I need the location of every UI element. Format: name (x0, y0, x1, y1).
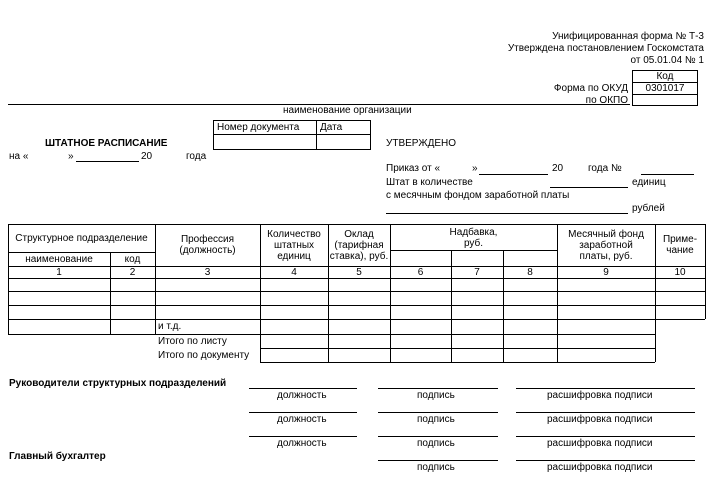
signature-decoding-caption: расшифровка подписи (547, 390, 653, 401)
position-caption: должность (277, 390, 327, 401)
position-caption: должность (277, 414, 327, 425)
signature-caption: подпись (417, 390, 455, 401)
position-line (249, 436, 357, 437)
total-per-sheet-label: Итого по листу (158, 336, 227, 347)
quote-close: » (68, 151, 74, 162)
box-divider (316, 120, 317, 150)
signature-line (378, 436, 498, 437)
quote-close: » (472, 163, 478, 174)
header-monthly-fund: Месячный фонд заработной платы, руб. (568, 228, 644, 262)
form-code-line: Унифицированная форма № Т-3 (552, 31, 704, 42)
na-label: на « (9, 151, 29, 162)
column-number: 3 (204, 267, 211, 278)
header-quantity: Количество штатных единиц (267, 228, 321, 262)
box-divider (213, 134, 371, 135)
okpo-label: по ОКПО (585, 95, 628, 106)
signature-caption: подпись (417, 414, 455, 425)
signature-decoding-line (516, 412, 695, 413)
signature-decoding-caption: расшифровка подписи (547, 462, 653, 473)
header-bonus: Надбавка, руб. (449, 226, 498, 249)
column-number: 1 (56, 267, 62, 278)
column-number: 6 (417, 267, 424, 278)
column-number: 2 (129, 267, 136, 278)
table-col-line (705, 224, 706, 319)
position-line (249, 412, 357, 413)
order-number-line (641, 174, 694, 175)
staff-count-label: Штат в количестве (386, 177, 473, 188)
signature-decoding-caption: расшифровка подписи (547, 414, 653, 425)
order-year-prefix: 20 (552, 163, 564, 174)
okud-label: Форма по ОКУД (553, 83, 628, 94)
column-number: 10 (674, 267, 686, 278)
month-line (76, 161, 139, 162)
order-number-label: года № (588, 163, 622, 174)
signature-decoding-line (516, 388, 695, 389)
staff-count-line (550, 187, 628, 188)
order-date-label: Приказ от « (386, 163, 441, 174)
column-number: 9 (603, 267, 609, 278)
header-structural-unit: Структурное подразделение (15, 232, 148, 244)
table-subheader-line (390, 250, 557, 251)
approval-date-line: от 05.01.04 № 1 (630, 55, 704, 66)
department-heads-label: Руководители структурных подразделений (9, 378, 227, 389)
table-border (8, 224, 705, 225)
signature-line (378, 460, 498, 461)
approved-title: УТВЕРЖДЕНО (386, 138, 457, 149)
document-number-label: Номер документа (217, 122, 300, 133)
position-caption: должность (277, 438, 327, 449)
signature-caption: подпись (417, 438, 455, 449)
header-note: Приме- чание (662, 234, 698, 256)
units-label: единиц (632, 177, 666, 188)
column-number: 7 (474, 267, 480, 278)
fund-line (386, 213, 628, 214)
document-title: ШТАТНОЕ РАСПИСАНИЕ (45, 138, 168, 149)
year-prefix: 20 (141, 151, 153, 162)
total-per-document-label: Итого по документу (158, 350, 250, 361)
chief-accountant-label: Главный бухгалтер (9, 451, 106, 462)
table-row-line (8, 291, 705, 292)
signature-decoding-line (516, 460, 695, 461)
header-salary: Оклад (тарифная ставка), руб. (329, 228, 389, 262)
code-box-divider (632, 94, 698, 95)
signature-caption: подпись (417, 462, 455, 473)
table-row-line (260, 362, 655, 363)
table-row-line (8, 278, 705, 279)
position-line (249, 388, 357, 389)
signature-decoding-caption: расшифровка подписи (547, 438, 653, 449)
year-suffix: года (186, 151, 207, 162)
approval-line: Утверждена постановлением Госкомстата (507, 43, 704, 54)
okud-value: 0301017 (645, 83, 685, 94)
header-profession: Профессия (должность) (179, 234, 236, 256)
header-name: наименование (25, 253, 93, 265)
date-label: Дата (320, 122, 343, 133)
column-number: 4 (291, 267, 297, 278)
signature-line (378, 388, 498, 389)
signature-line (378, 412, 498, 413)
fund-label: с месячным фондом заработной платы (386, 190, 570, 201)
table-row-line (260, 348, 655, 349)
kod-label: Код (656, 71, 674, 82)
table-row-line (8, 319, 705, 320)
rubles-label: рублей (632, 203, 665, 214)
organization-caption: наименование организации (283, 105, 412, 116)
column-number: 5 (356, 267, 362, 278)
header-code: код (124, 253, 141, 265)
signature-decoding-line (516, 436, 695, 437)
table-row-line (8, 305, 705, 306)
etc-label: и т.д. (158, 321, 182, 332)
column-number: 8 (527, 267, 533, 278)
order-month-line (479, 174, 548, 175)
